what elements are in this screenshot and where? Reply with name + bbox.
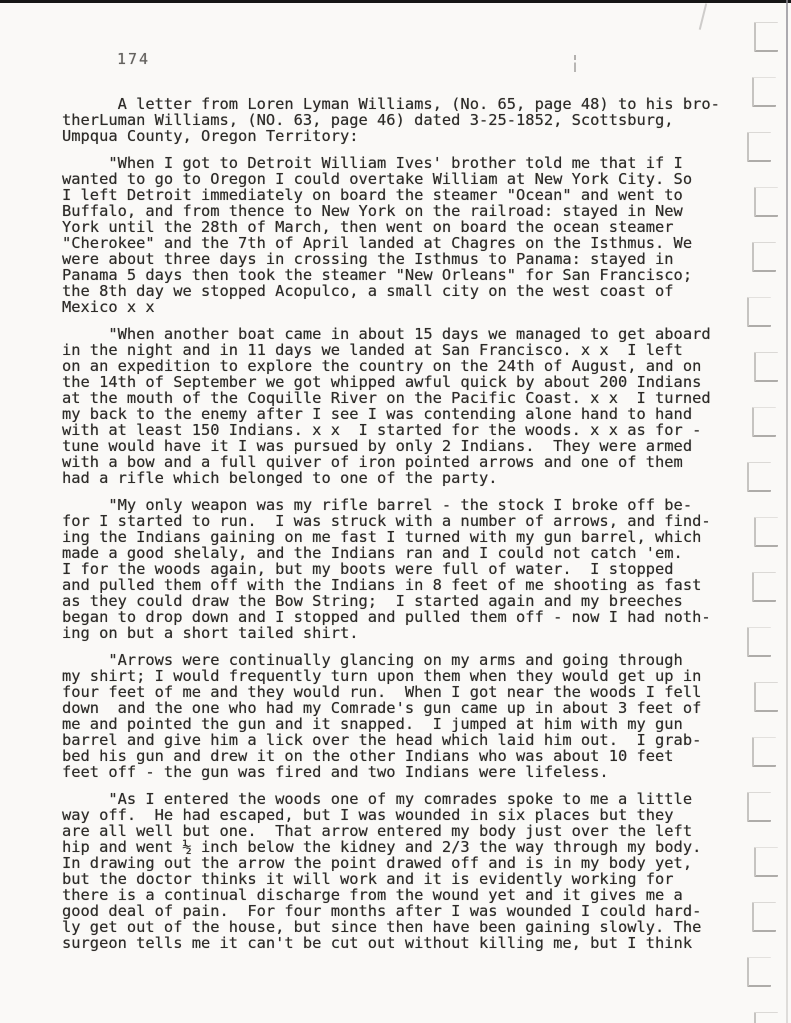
binding-mark — [754, 682, 778, 712]
binding-mark — [754, 847, 778, 877]
text-line: the 14th of September we got whipped awful quick by about 200 Indians — [62, 373, 702, 391]
text-line: made a good shelaly, and the Indians ran and I could not catch 'em. — [62, 544, 683, 562]
text-line: with a bow and a full quiver of iron pointed arrows and one of them — [62, 453, 683, 471]
scan-right-edge-line — [786, 0, 788, 1023]
paragraph-3 — [62, 497, 742, 641]
binding-mark — [747, 297, 771, 327]
binding-mark — [754, 1012, 778, 1023]
text-line: tune would have it I was pursued by only 2 Indians. They were armed — [62, 437, 693, 455]
binding-mark — [747, 132, 771, 162]
binding-mark — [747, 627, 771, 657]
text-line: surgeon tells me it can't be cut out without killing me, but I think — [62, 934, 693, 952]
text-line: I left Detroit immediately on board the steamer "Ocean" and went to — [62, 186, 683, 204]
scan-top-edge-rule — [0, 0, 791, 3]
binding-mark — [747, 462, 771, 492]
text-line: began to drop down and I stopped and pulled them off - now I had noth- — [62, 608, 711, 626]
text-line: ly get out of the house, but since then have been gaining slowly. The — [62, 918, 702, 936]
binding-mark — [754, 187, 778, 217]
binding-mark — [752, 242, 776, 272]
text-line: good deal of pain. For four months after I was wounded I could hard- — [62, 902, 702, 920]
text-line: York until the 28th of March, then went on board the ocean steamer — [62, 218, 674, 236]
text-line: A letter from Loren Lyman Williams, (No. 65, page 48) to his bro- — [62, 95, 720, 113]
text-line: Mexico x x — [62, 298, 155, 316]
text-line: on an expedition to explore the country on the 24th of August, and on — [62, 357, 702, 375]
text-line: down and the one who had my Comrade's gun came up in about 3 feet of — [62, 699, 702, 717]
text-line: feet off - the gun was fired and two Indians were lifeless. — [62, 763, 609, 781]
binding-mark — [747, 792, 771, 822]
text-line: my shirt; I would frequently turn upon them when they would get up in — [62, 667, 702, 685]
paragraph-5 — [62, 791, 742, 951]
binding-mark — [747, 957, 771, 987]
text-line: were about three days in crossing the Isthmus to Panama: stayed in — [62, 250, 674, 268]
text-line: "My only weapon was my rifle barrel - the stock I broke off be- — [62, 496, 693, 514]
text-line: Umpqua County, Oregon Territory: — [62, 127, 359, 145]
text-line: there is a continual discharge from the wound yet and it gives me a — [62, 886, 683, 904]
binding-mark — [754, 352, 778, 382]
paragraph-4 — [62, 652, 742, 780]
binding-mark — [752, 902, 776, 932]
text-line: "Arrows were continually glancing on my arms and going through — [62, 651, 683, 669]
text-line: I for the woods again, but my boots were full of water. I stopped — [62, 560, 674, 578]
text-line: but the doctor thinks it will work and it is evidently working for — [62, 870, 674, 888]
text-line: are all well but one. That arrow entered my body just over the left — [62, 822, 693, 840]
binding-marks — [752, 22, 778, 1023]
text-line: "Cherokee" and the 7th of April landed at Chagres on the Isthmus. We — [62, 234, 693, 252]
text-line: "When another boat came in about 15 days we managed to get aboard — [62, 325, 711, 343]
paragraph-1 — [62, 155, 742, 315]
scan-artifact-tick — [574, 55, 576, 72]
text-line: Buffalo, and from thence to New York on the railroad: stayed in New — [62, 202, 683, 220]
text-line: in the night and in 11 days we landed at San Francisco. x x I left — [62, 341, 683, 359]
text-line: "When I got to Detroit William Ives' brother told me that if I — [62, 154, 683, 172]
text-line: four feet of me and they would run. When I got near the woods I fell — [62, 683, 702, 701]
binding-mark — [752, 407, 776, 437]
text-line: and pulled them off with the Indians in 8 feet of me shooting as fast — [62, 576, 702, 594]
text-line: therLuman Williams, (NO. 63, page 46) dated 3-25-1852, Scottsburg, — [62, 111, 674, 129]
text-line: way off. He had escaped, but I was wounded in six places but they — [62, 806, 674, 824]
text-line: "As I entered the woods one of my comrades spoke to me a little — [62, 790, 693, 808]
text-line: for I started to run. I was struck with a number of arrows, and find- — [62, 512, 711, 530]
binding-mark — [752, 737, 776, 767]
text-line: Panama 5 days then took the steamer "New Orleans" for San Francisco; — [62, 266, 693, 284]
binding-mark — [752, 77, 776, 107]
text-line: my back to the enemy after I see I was contending alone hand to hand — [62, 405, 693, 423]
text-line: with at least 150 Indians. x x I started for the woods. x x as for - — [62, 421, 702, 439]
text-line: me and pointed the gun and it snapped. I jumped at him with my gun — [62, 715, 683, 733]
text-line: bed his gun and drew it on the other Indians who was about 10 feet — [62, 747, 674, 765]
text-line: ing on but a short tailed shirt. — [62, 624, 359, 642]
binding-mark — [754, 517, 778, 547]
text-line: as they could draw the Bow String; I started again and my breeches — [62, 592, 683, 610]
text-line: ing the Indians gaining on me fast I turned with my gun barrel, which — [62, 528, 702, 546]
binding-mark — [754, 22, 778, 52]
binding-mark — [752, 572, 776, 602]
text-line: had a rifle which belonged to one of the party. — [62, 469, 498, 487]
text-line: hip and went ½ inch below the kidney and 2/3 the way through my body. — [62, 838, 702, 856]
text-line: In drawing out the arrow the point drawed off and is in my body yet, — [62, 854, 693, 872]
paragraph-2 — [62, 326, 742, 486]
text-line: the 8th day we stopped Acopulco, a small city on the west coast of — [62, 282, 674, 300]
text-line: at the mouth of the Coquille River on the Pacific Coast. x x I turned — [62, 389, 711, 407]
text-line: wanted to go to Oregon I could overtake William at New York City. So — [62, 170, 693, 188]
text-line: barrel and give him a lick over the head which laid him out. I grab- — [62, 731, 702, 749]
document-text — [62, 96, 742, 962]
letter-heading — [62, 96, 742, 144]
page-number: 174 — [117, 50, 151, 68]
scan-artifact-diagonal — [699, 3, 707, 30]
